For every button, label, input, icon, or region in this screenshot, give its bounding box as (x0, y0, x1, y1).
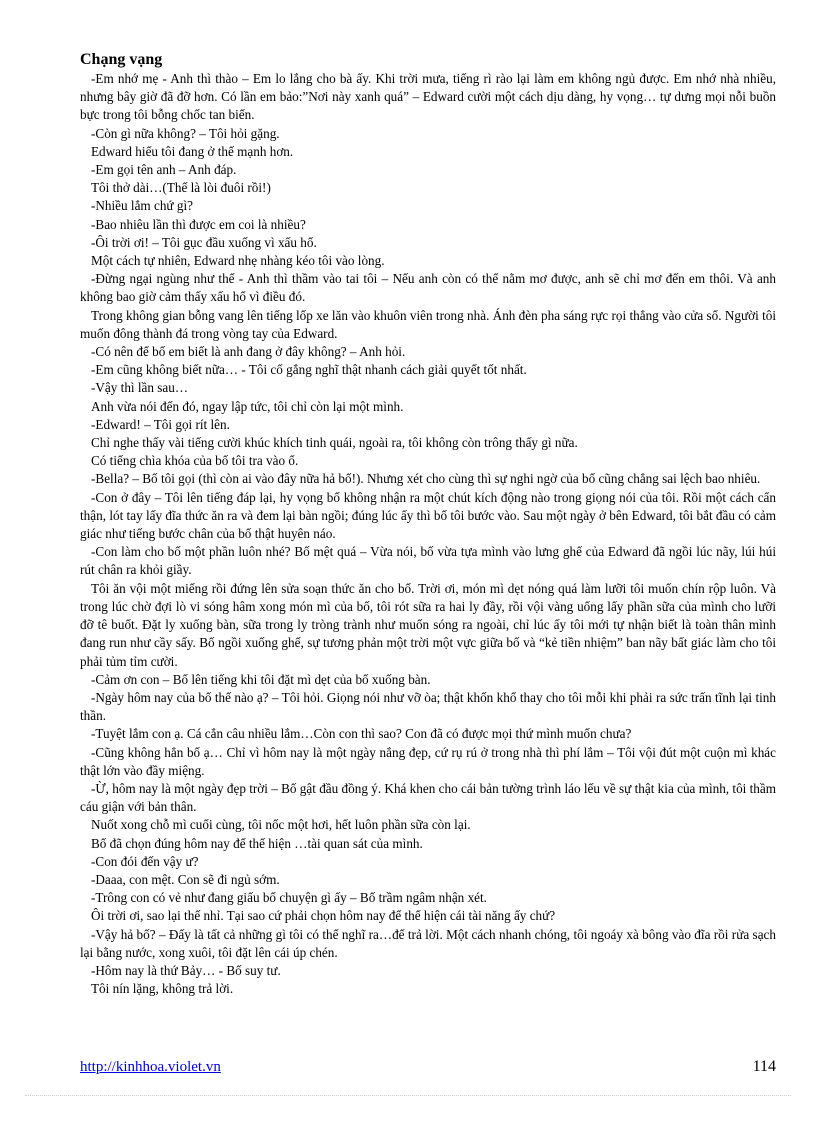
paragraph: -Em cũng không biết nữa… - Tôi cố gắng nghĩ thật nhanh cách giải quyết tốt nhất. (91, 362, 527, 378)
paragraph: -Còn gì nữa không? – Tôi hỏi gặng. (91, 125, 280, 141)
paragraph: Có tiếng chìa khóa của bố tôi tra vào ổ. (91, 453, 299, 469)
paragraph: -Em gọi tên anh – Anh đáp. (91, 162, 237, 178)
paragraph: -Cũng không hẳn bố ạ… Chỉ vì hôm nay là một ngày nắng đẹp, cứ rụ rú ở trong nhà thì phí lắm – Tôi vội đút một cuộn mì khác thật lớn vào đầy miệng. (80, 744, 776, 778)
paragraph: Edward hiểu tôi đang ở thế mạnh hơn. (91, 143, 294, 159)
paragraph: -Nhiều lắm chứ gì? (91, 198, 193, 214)
paragraph: -Ngày hôm nay của bố thế nào ạ? – Tôi hỏi. Giọng nói như vỡ òa; thật khốn khổ thay cho tôi mỗi khi phải ra sức trấn tĩnh lại tinh thần. (80, 689, 776, 724)
chapter-title: Chạng vạng (80, 51, 163, 68)
paragraph: -Tuyệt lắm con ạ. Cá cắn câu nhiều lắm…Còn con thì sao? Con đã có được mọi thứ mình muốn chưa? (91, 726, 632, 742)
paragraph: Tôi ăn vội một miếng rồi đứng lên sửa soạn thức ăn cho bố. Trời ơi, món mì dẹt nóng quá làm lưỡi tôi muốn chín rộp luôn. Và trong lúc chờ đợi lò vi sóng hâm xong món mì của bố, tôi rót sữa ra hai ly đầy, rồi vội vàng uống lấy phần sữa của mình cho lưỡi đỡ tê buốt. Đặt ly xuống bàn, sữa trong ly tròng trành như muốn sóng ra ngoài, chỉ lúc ấy tôi mới tự nhận biết là toàn thân mình đang run như cầy sấy. Bố ngồi xuống ghế, sự tương phản một trời một vực giữa bố và “kẻ tiền nhiệm” ban nãy bất giác làm cho tôi phải tủm tỉm cười. (80, 580, 776, 669)
paragraph: -Con đói đến vậy ư? (91, 853, 199, 869)
paragraph: -Trông con có vẻ như đang giấu bố chuyện gì ấy – Bố trầm ngâm nhận xét. (91, 890, 487, 906)
paragraph: -Vậy thì lần sau… (91, 380, 189, 396)
paragraph: Chỉ nghe thấy vài tiếng cười khúc khích tinh quái, ngoài ra, tôi không còn trông thấy gì nữa. (91, 435, 578, 451)
paragraph: -Edward! – Tôi gọi rít lên. (91, 416, 230, 432)
paragraph: -Vậy hả bố? – Đấy là tất cả những gì tôi có thể nghĩ ra…để trả lời. Một cách nhanh chóng, tôi ngoáy xà bông vào đĩa rồi rửa sạch lại bằng nước, xong xuôi, tôi đặt lên cái úp chén. (80, 926, 776, 960)
paragraph: -Bao nhiêu lần thì được em coi là nhiều? (91, 216, 306, 232)
paragraph: Anh vừa nói đến đó, ngay lập tức, tôi chỉ còn lại một mình. (91, 398, 404, 414)
paragraph: -Con ở đây – Tôi lên tiếng đáp lại, hy vọng bố không nhận ra một chút kích động nào trong giọng nói của tôi. Rồi một cách cẩn thận, lót tay lấy đĩa thức ăn ra và đem lại bàn ngồi; đúng lúc ấy thì bố tôi bước vào. Sau một ngày ở bên Edward, tôi bắt đầu có cảm giác như tiếng bước chân của bố thật huyên náo. (80, 489, 776, 542)
paragraph: Nuốt xong chỗ mì cuối cùng, tôi nốc một hơi, hết luôn phần sữa còn lại. (91, 817, 471, 833)
paragraph: -Ôi trời ơi! – Tôi gục đầu xuống vì xấu hổ. (91, 234, 317, 250)
paragraph: Ôi trời ơi, sao lại thế nhỉ. Tại sao cứ phải chọn hôm nay để thể hiện cái tài năng ấy chứ? (91, 908, 556, 924)
chapter-body (80, 70, 776, 998)
page-number: 114 (752, 1058, 776, 1075)
paragraph: Tôi thở dài…(Thế là lòi đuôi rồi!) (91, 180, 271, 196)
page-bottom-rule (25, 1095, 791, 1096)
paragraph: -Ừ, hôm nay là một ngày đẹp trời – Bố gật đầu đồng ý. Khá khen cho cái bản tường trình láo lếu về sự thật kia của mình, tôi thầm cáu giận với bản thân. (80, 780, 776, 815)
paragraph: -Con làm cho bố một phần luôn nhé? Bố mệt quá – Vừa nói, bố vừa tựa mình vào lưng ghế của Edward đã ngồi lúc nãy, lúi húi rút chân ra khỏi giầy. (80, 544, 776, 578)
footer-link[interactable]: http://kinhhoa.violet.vn (80, 1059, 221, 1075)
paragraph: -Em nhớ mẹ - Anh thì thào – Em lo lắng cho bà ấy. Khi trời mưa, tiếng rì rào lại làm em không ngủ được. Em nhớ nhà nhiều, nhưng bây giờ đã đỡ hơn. Có lần em bảo:”Nơi này xanh quá” – Edward cười một cách dịu dàng, hy vọng… tự dưng mọi nỗi buồn bực trong tôi bỗng chốc tan biến. (80, 71, 776, 123)
paragraph: Tôi nín lặng, không trả lời. (91, 981, 234, 997)
paragraph: -Cảm ơn con – Bố lên tiếng khi tôi đặt mì dẹt của bố xuống bàn. (91, 671, 431, 687)
paragraph: Bố đã chọn đúng hôm nay để thể hiện …tài quan sát của mình. (91, 835, 423, 851)
paragraph: -Hôm nay là thứ Bảy… - Bố suy tư. (91, 962, 281, 978)
paragraph: -Daaa, con mệt. Con sẽ đi ngủ sớm. (91, 871, 280, 887)
paragraph: -Bella? – Bố tôi gọi (thì còn ai vào đây nữa hả bố!). Nhưng xét cho cùng thì sự nghi ngờ của bố cũng chẳng sai lệch bao nhiêu. (91, 471, 761, 487)
paragraph: Trong không gian bỗng vang lên tiếng lốp xe lăn vào khuôn viên trong nhà. Ánh đèn pha sáng rực rọi thẳng vào cửa sổ. Người tôi muốn đông thành đá trong vòng tay của Edward. (80, 307, 776, 341)
paragraph: -Có nên để bố em biết là anh đang ở đây không? – Anh hỏi. (91, 344, 406, 360)
paragraph: -Đừng ngại ngùng như thế - Anh thì thầm vào tai tôi – Nếu anh còn có thể nằm mơ được, anh sẽ chỉ mơ đến em thôi. Và anh không bao giờ cảm thấy xấu hổ vì điều đó. (80, 271, 776, 305)
paragraph: Một cách tự nhiên, Edward nhẹ nhàng kéo tôi vào lòng. (91, 253, 385, 269)
